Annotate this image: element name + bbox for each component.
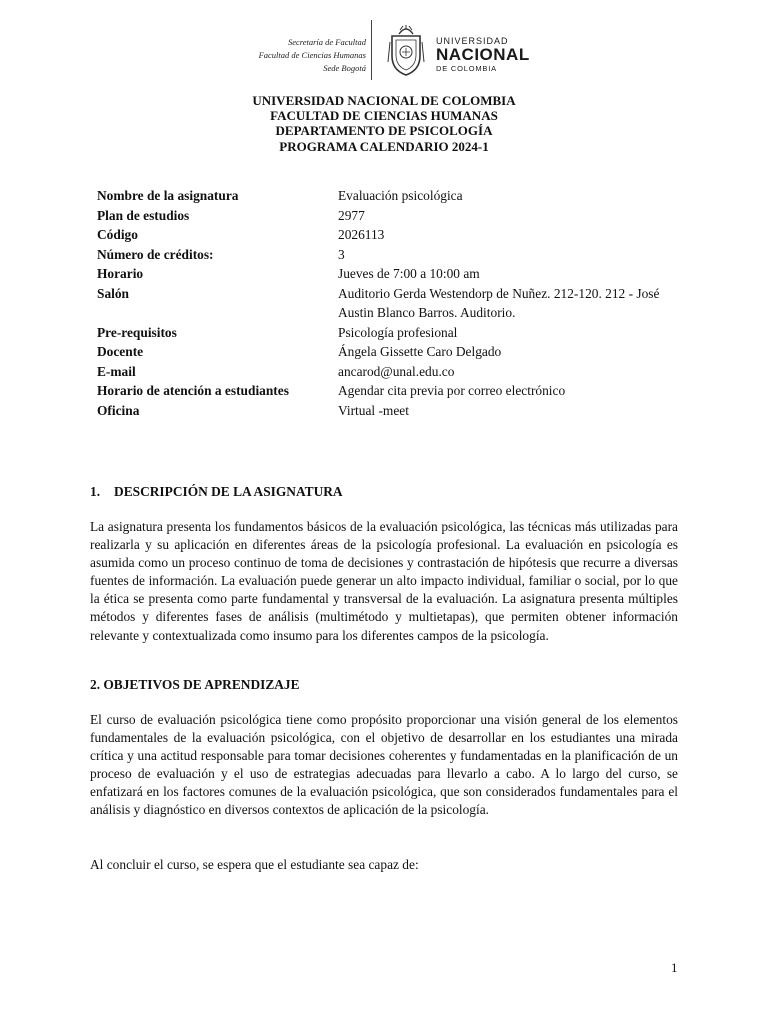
section-number: 1. bbox=[90, 484, 101, 499]
info-value: Virtual -meet bbox=[338, 402, 409, 418]
info-label: Horario bbox=[97, 266, 144, 281]
title-line-3: DEPARTAMENTO DE PSICOLOGÍA bbox=[275, 123, 493, 139]
university-wordmark bbox=[436, 36, 530, 73]
faculty-secretariat-text bbox=[206, 36, 366, 75]
objectives-paragraph: El curso de evaluación psicológica tiene como propósito proporcionar una visión general de los elementos fundamentales de la evaluación psicológica, con el objetivo de desarrollar en los estudiantes una mirada crítica y una actitud responsable para tomar decisiones coherentes y fundamentadas en la planificación de un proceso de evaluación y el uso de estrategias adecuadas para llevarlo a cabo. A lo largo del curso, se enfatizará en los factores comunes de la evaluación psicológica, que son considerados fundamentales para el análisis y diagnóstico en diversos contextos de aplicación de la psicología. bbox=[90, 712, 678, 818]
section-title: DESCRIPCIÓN DE LA ASIGNATURA bbox=[114, 484, 343, 499]
page-number: 1 bbox=[671, 960, 678, 975]
info-row-name bbox=[97, 186, 717, 206]
info-row-office bbox=[97, 401, 717, 421]
dept-line-2: Facultad de Ciencias Humanas bbox=[258, 50, 366, 60]
info-value: Jueves de 7:00 a 10:00 am bbox=[338, 266, 480, 281]
info-value bbox=[338, 284, 717, 323]
section-heading-objectives: 2. OBJETIVOS DE APRENDIZAJE bbox=[90, 677, 300, 692]
section-heading-description bbox=[90, 484, 343, 500]
info-value: 2026113 bbox=[338, 227, 385, 242]
info-value: 3 bbox=[338, 246, 345, 262]
title-line-2: FACULTAD DE CIENCIAS HUMANAS bbox=[270, 108, 498, 124]
info-row-room bbox=[97, 284, 717, 323]
info-label: Código bbox=[97, 227, 138, 242]
document-title bbox=[0, 93, 768, 154]
wordmark-line-3: DE COLOMBIA bbox=[436, 64, 497, 73]
info-row-plan bbox=[97, 206, 717, 226]
objectives-closing-text: Al concluir el curso, se espera que el estudiante sea capaz de: bbox=[90, 857, 419, 872]
info-row-teacher bbox=[97, 342, 717, 362]
info-row-credits bbox=[97, 245, 717, 265]
dept-line-1: Secretaría de Facultad bbox=[287, 37, 366, 47]
info-label: Número de créditos: bbox=[97, 246, 214, 262]
info-row-email bbox=[97, 362, 717, 382]
info-value: 2977 bbox=[338, 207, 365, 223]
info-value: Ángela Gissette Caro Delgado bbox=[338, 344, 502, 359]
info-value: ancarod@unal.edu.co bbox=[338, 363, 455, 379]
info-label: Horario de atención a estudiantes bbox=[97, 383, 289, 398]
description-paragraph: La asignatura presenta los fundamentos básicos de la evaluación psicológica, las técnicas más utilizadas para realizarla y su aplicación en diferentes áreas de la psicología profesional. La evaluación en psicología es asumida como un proceso continuo de toma de decisiones y contrastación de hipótesis que recurre a diversas fuentes de información. La evaluación puede generar un alto impacto individual, familiar o social, por lo que la ética se presenta como parte fundamental y transversal de la evaluación. La asignatura presenta múltiples métodos y diferentes fases de análisis (multimétodo y multietapas), que permiten obtener información relevante y contextualizada como insumo para los diferentes campos de la psicología. bbox=[90, 519, 678, 643]
title-line-4: PROGRAMA CALENDARIO 2024-1 bbox=[279, 138, 489, 154]
info-label: Pre-requisitos bbox=[97, 324, 177, 340]
info-label: E-mail bbox=[97, 363, 136, 379]
university-seal-icon bbox=[386, 22, 426, 78]
info-label: Plan de estudios bbox=[97, 207, 190, 223]
info-label: Oficina bbox=[97, 402, 140, 418]
header-divider bbox=[371, 20, 372, 80]
info-value-line-2: Austin Blanco Barros. Auditorio. bbox=[338, 305, 516, 320]
dept-line-3: Sede Bogotá bbox=[323, 63, 366, 73]
info-value: Psicología profesional bbox=[338, 324, 458, 340]
info-row-office-hours bbox=[97, 381, 717, 401]
info-value: Evaluación psicológica bbox=[338, 188, 463, 203]
wordmark-line-2: NACIONAL bbox=[436, 45, 530, 64]
course-info-table bbox=[97, 186, 717, 420]
wordmark-line-1: UNIVERSIDAD bbox=[436, 36, 509, 46]
header-logo-block bbox=[236, 20, 536, 82]
info-label: Docente bbox=[97, 344, 144, 359]
info-label: Nombre de la asignatura bbox=[97, 188, 239, 203]
info-row-schedule bbox=[97, 264, 717, 284]
title-line-1: UNIVERSIDAD NACIONAL DE COLOMBIA bbox=[252, 93, 516, 108]
info-row-prereq bbox=[97, 323, 717, 343]
info-row-code bbox=[97, 225, 717, 245]
info-value: Agendar cita previa por correo electrónico bbox=[338, 383, 566, 398]
info-value-line-1: Auditorio Gerda Westendorp de Nuñez. 212-120. 212 - José bbox=[338, 285, 660, 301]
info-label: Salón bbox=[97, 285, 130, 301]
